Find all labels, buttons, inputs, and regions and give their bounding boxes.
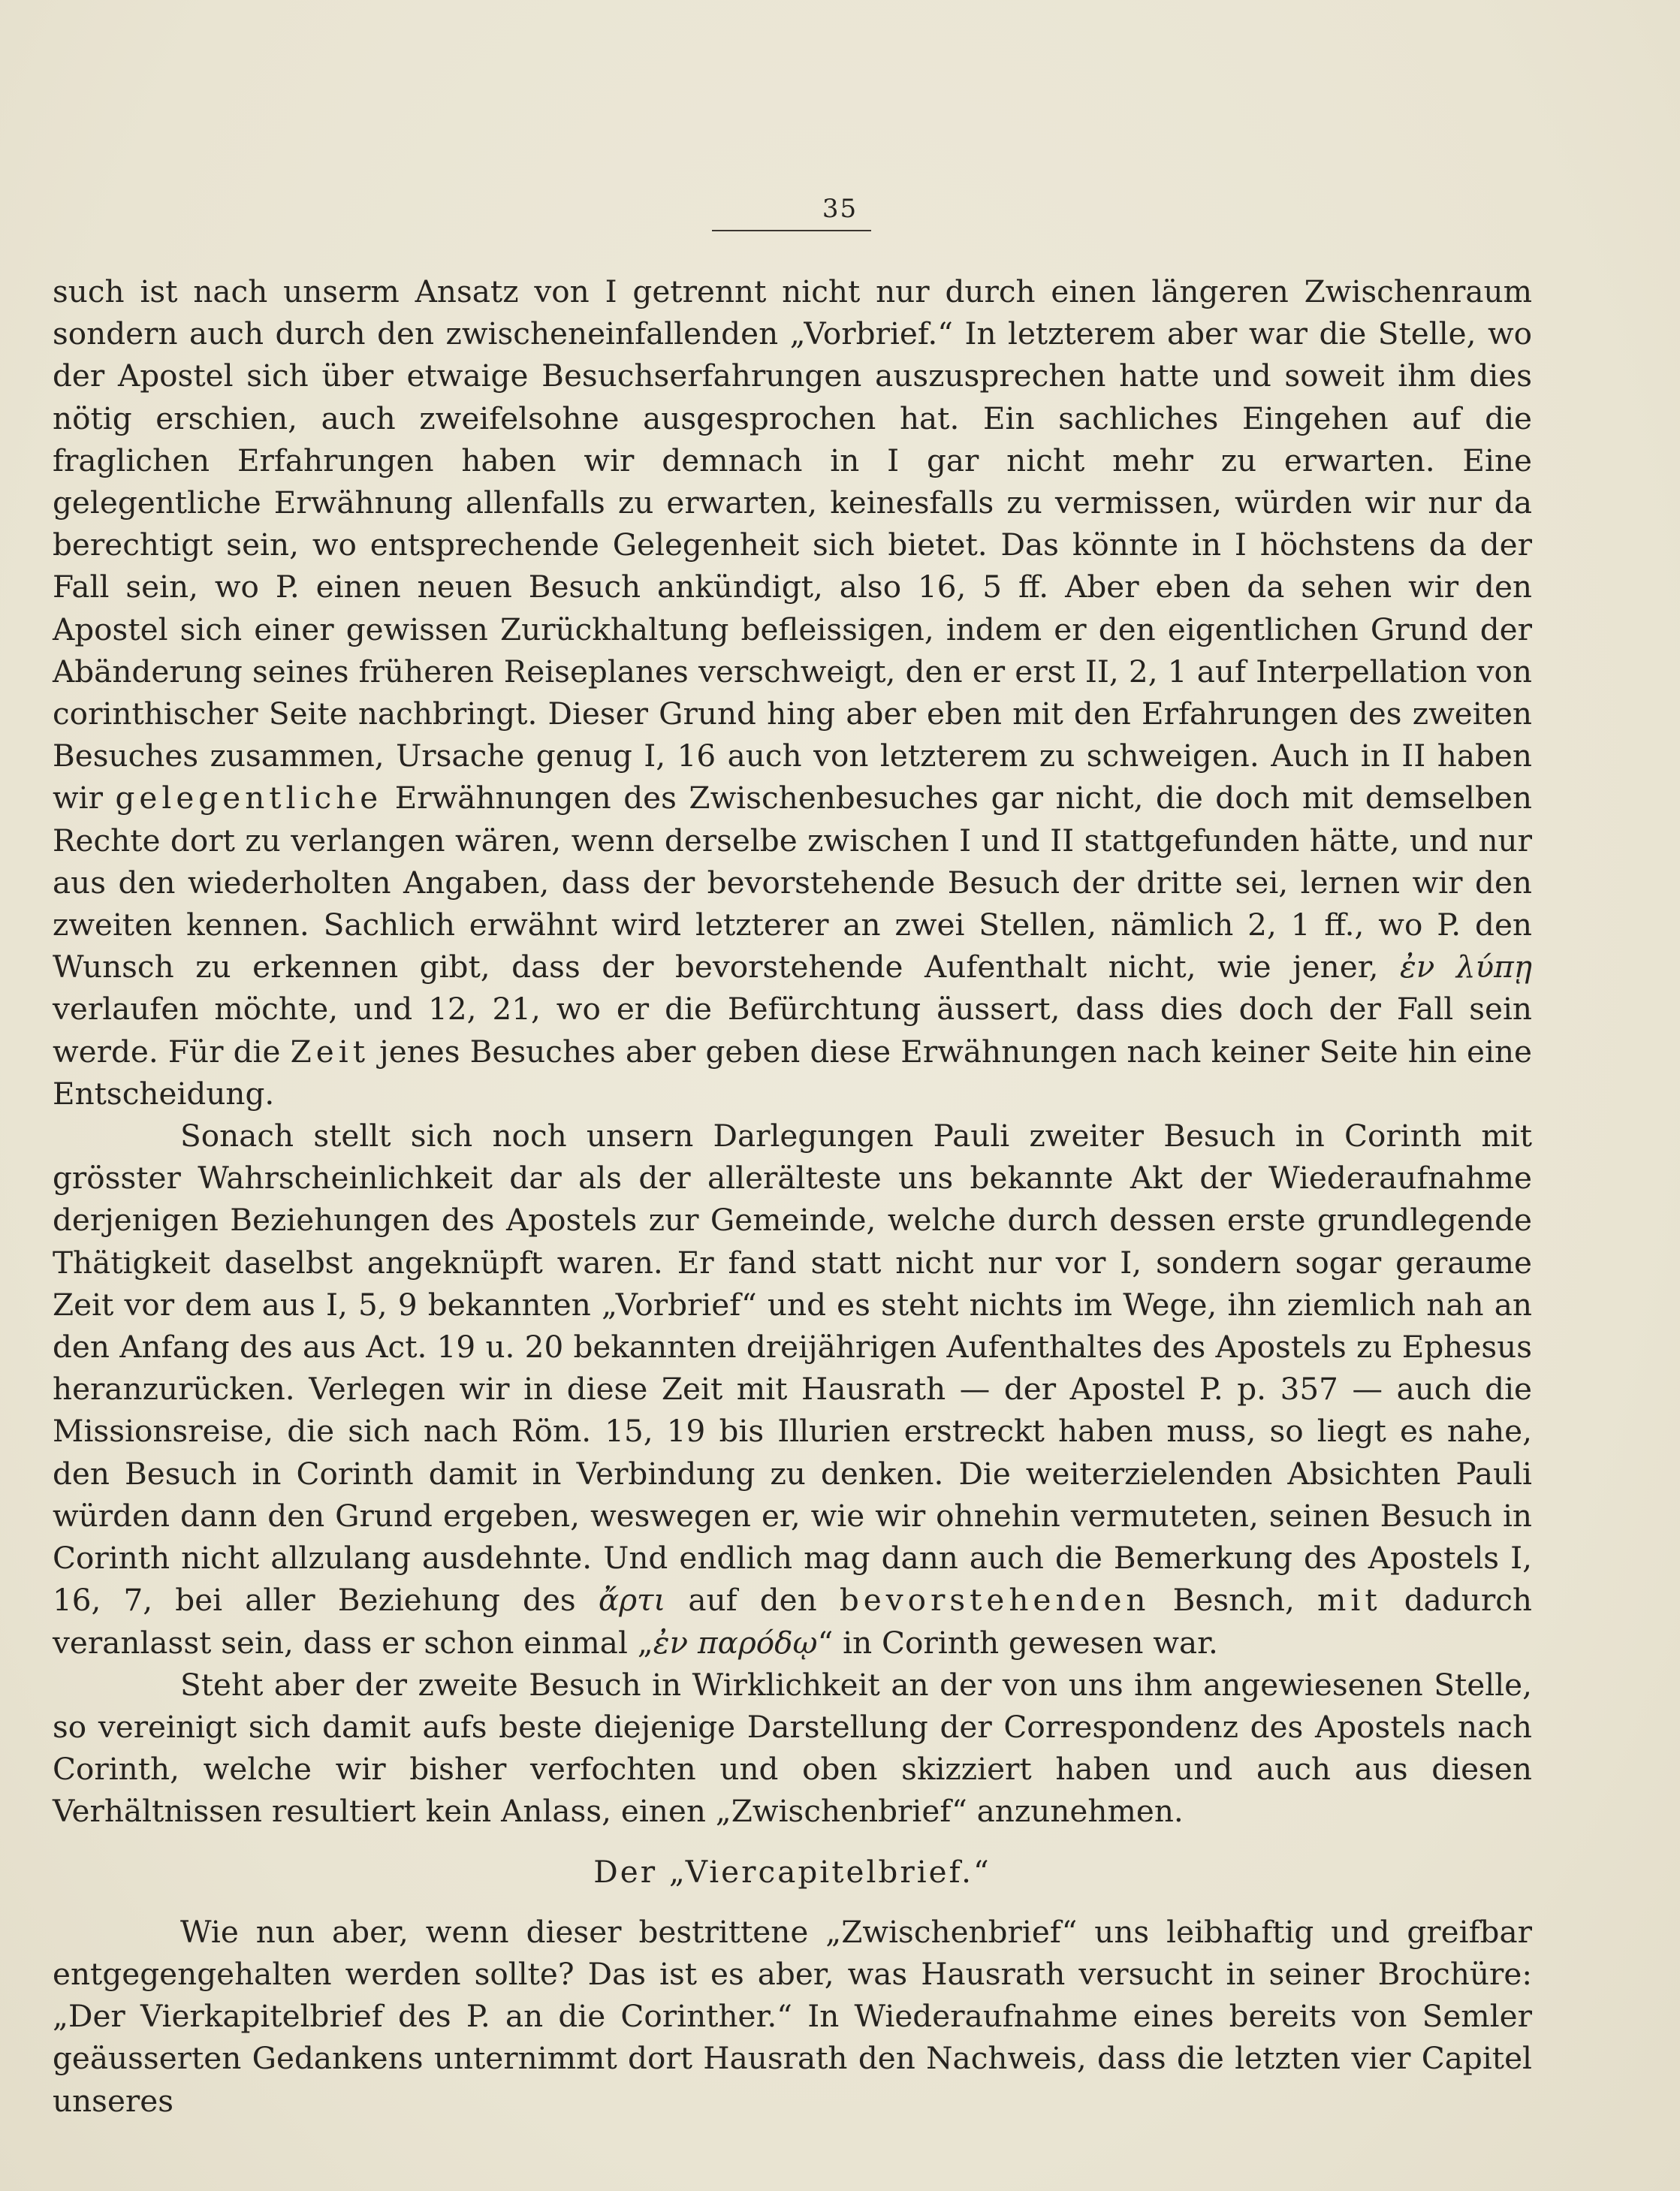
text-run: auf den: [665, 1582, 840, 1619]
paragraph: [53, 270, 1532, 1115]
text-run: verlaufen möchte, und 12, 21, wo er die Befürchtung äussert, dass dies doch der Fall sein werde. Für die: [53, 991, 1532, 1070]
text-run: such ist nach unserm Ansatz von I getrennt nicht nur durch einen längeren Zwischenraum sondern auch durch den zwischeneinfallenden „Vorbrief.“ In letzterem aber war die Stelle, wo der Apostel sich über etwaige Besuchserfahrungen auszusprechen hatte und soweit ihm dies nötig erschien, auch zweifelsohne ausgesprochen hat. Ein sachliches Eingehen auf die fraglichen Erfahrungen haben wir demnach in I gar nicht mehr zu erwarten. Eine gelegentliche Erwähnung allenfalls zu erwarten, keinesfalls zu vermissen, würden wir nur da berechtigt sein, wo entsprechende Gelegenheit sich bietet. Das könnte in I höchstens da der Fall sein, wo P. einen neuen Besuch ankündigt, also 16, 5 ff. Aber eben da sehen wir den Apostel sich einer gewissen Zurückhaltung befleissigen, indem er den eigentlichen Grund der Abänderung seines früheren Reiseplanes verschweigt, den er erst II, 2, 1 auf Interpellation von corinthischer Seite nachbringt. Dieser Grund hing aber eben mit den Erfahrungen des zweiten Besuches zusammen, Ursache genug I, 16 auch von letzterem zu schweigen. Auch in II haben wir: [53, 273, 1532, 816]
emphasized-text: gelegentliche: [115, 780, 383, 816]
greek-text: ἐν παρόδῳ: [653, 1624, 818, 1661]
paragraph: [53, 1115, 1532, 1664]
text-run: Der „Viercapitelbrief.“: [593, 1853, 991, 1890]
emphasized-text: Zeit: [290, 1033, 369, 1070]
text-run: dadurch veranlasst sein, dass er schon einmal „: [53, 1582, 1532, 1661]
text-run: Sonach stellt sich noch unsern Darlegungen Pauli zweiter Besuch in Corinth mit grösster Wahrscheinlichkeit dar als der allerälteste uns bekannte Akt der Wiederaufnahme derjenigen Beziehungen des Apostels zur Gemeinde, welche durch dessen erste grundlegende Thätigkeit daselbst angeknüpft waren. Er fand statt nicht nur vor I, sondern sogar geraume Zeit vor dem aus I, 5, 9 bekannten „Vorbrief“ und es steht nichts im Wege, ihn ziemlich nah an den Anfang des aus Act. 19 u. 20 bekannten dreijährigen Aufenthaltes des Apostels zu Ephesus heranzurücken. Verlegen wir in diese Zeit mit Hausrath — der Apostel P. p. 357 — auch die Missionsreise, die sich nach Röm. 15, 19 bis Illurien erstreckt haben muss, so liegt es nahe, den Besuch in Corinth damit in Verbindung zu denken. Die weiterzielenden Absichten Pauli würden dann den Grund ergeben, weswegen er, wie wir ohnehin vermuteten, seinen Besuch in Corinth nicht allzulang ausdehnte. Und endlich mag dann auch die Bemerkung des Apostels I, 16, 7, bei aller Beziehung des: [53, 1118, 1532, 1619]
text-run: jenes Besuches aber geben diese Erwähnungen nach keiner Seite hin eine Entscheidung.: [53, 1033, 1533, 1112]
text-run: Erwähnungen des Zwischenbesuches gar nicht, die doch mit demselben Rechte dort zu verlangen wären, wenn derselbe zwischen I und II stattgefunden hätte, und nur aus den wiederholten Angaben, dass der bevorstehende Besuch der dritte sei, lernen wir den zweiten kennen. Sachlich erwähnt wird letzterer an zwei Stellen, nämlich 2, 1 ff., wo P. den Wunsch zu erkennen gibt, dass der bevorstehende Aufenthalt nicht, wie jener,: [53, 780, 1532, 985]
greek-text: ἄρτι: [598, 1582, 666, 1619]
section-heading: [53, 1851, 1532, 1893]
text-run: Steht aber der zweite Besuch in Wirklichkeit an der von uns ihm angewiesenen Stelle, so vereinigt sich damit aufs beste diejenige Darstellung der Correspondenz des Apostels nach Corinth, welche wir bisher verfochten und oben skizziert haben und auch aus diesen Verhältnissen resultiert kein Anlass, einen „Zwischenbrief“ anzunehmen.: [53, 1666, 1532, 1830]
text-run: “ in Corinth gewesen war.: [817, 1624, 1218, 1661]
page-number: 35: [822, 194, 858, 224]
paragraph: [53, 1911, 1532, 2122]
text-run: Wie nun aber, wenn dieser bestrittene „Zwischenbrief“ uns leibhaftig und greifbar entgegengehalten werden sollte? Das ist es aber, was Hausrath versucht in seiner Brochüre: „Der Vierkapitelbrief des P. an die Corinther.“ In Wiederaufnahme eines bereits von Semler geäusserten Gedankens unternimmt dort Hausrath den Nachweis, dass die letzten vier Capitel unseres: [53, 1913, 1532, 2119]
greek-text: ἐν λύπῃ: [1399, 949, 1532, 985]
header-rule: [712, 230, 871, 231]
body-text: [53, 270, 1532, 2122]
emphasized-text: bevorstehenden: [839, 1582, 1151, 1619]
emphasized-text: mit: [1317, 1582, 1382, 1619]
text-run: Besnch,: [1150, 1582, 1317, 1619]
paragraph: [53, 1664, 1532, 1833]
